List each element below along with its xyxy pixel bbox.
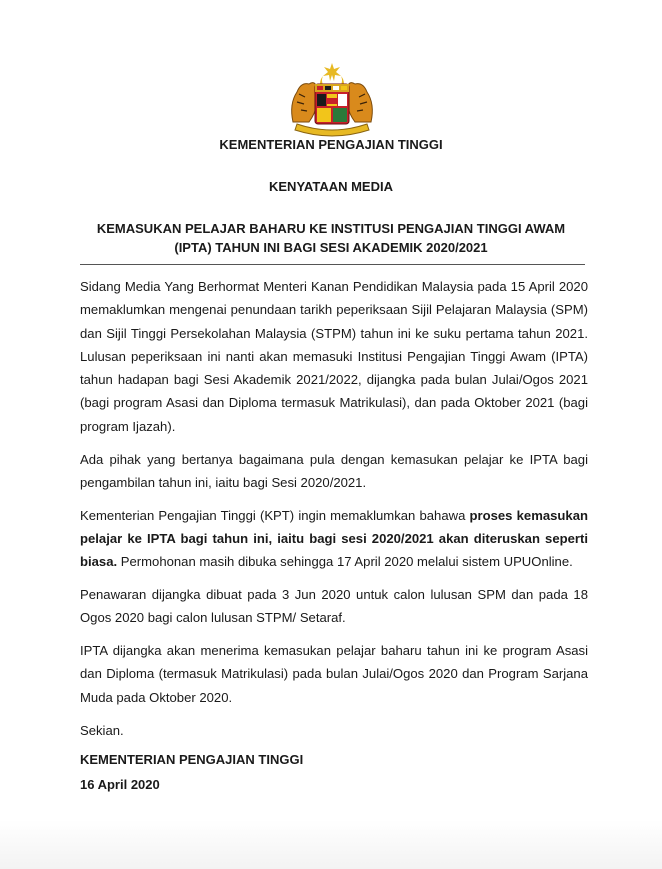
paragraph-3-lead: Kementerian Pengajian Tinggi (KPT) ingin memaklumkan bahawa bbox=[80, 507, 470, 523]
signoff-date: 16 April 2020 bbox=[80, 777, 160, 792]
paragraph-3-emphasis: proses kemasukan pelajar ke IPTA bagi tahun ini, iaitu bagi sesi 2020/2021 akan diteruskan seperti biasa. bbox=[80, 507, 588, 570]
paragraph-5: IPTA dijangka akan menerima kemasukan pelajar baharu tahun ini ke program Asasi dan Diploma (termasuk Matrikulasi) pada bulan Julai/Ogos 2020 dan Program Sarjana Muda pada Oktober 2020. bbox=[80, 643, 588, 705]
paragraph-3-tail: Permohonan masih dibuka sehingga 17 April 2020 melalui sistem UPUOnline. bbox=[117, 554, 573, 570]
paragraph-2: Ada pihak yang bertanya bagaimana pula dengan kemasukan pelajar ke IPTA bagi pengambilan tahun ini, iaitu bagi Sesi 2020/2021. bbox=[80, 451, 588, 490]
headline bbox=[0, 219, 662, 257]
paragraph-3 bbox=[80, 504, 588, 574]
header-divider bbox=[80, 264, 585, 265]
paragraph-6: Sekian. bbox=[80, 722, 124, 738]
ministry-heading: KEMENTERIAN PENGAJIAN TINGGI bbox=[219, 137, 443, 152]
page-bottom-shade bbox=[0, 820, 662, 869]
paragraph-1: Sidang Media Yang Berhormat Menteri Kanan Pendidikan Malaysia pada 15 April 2020 memaklumkan mengenai penundaan tarikh peperiksaan Sijil Pelajaran Malaysia (SPM) dan Sijil Tinggi Persekolahan Malaysia (STPM) tahun ini ke suku pertama tahun 2021. Lulusan peperiksaan ini nanti akan memasuki Institusi Pengajian Tinggi Awam (IPTA) tahun hadapan bagi Sesi Akademik 2021/2022, dijangka pada bulan Julai/Ogos 2021 (bagi program Asasi dan Diploma termasuk Matrikulasi), dan pada Oktober 2021 (bagi program Ijazah). bbox=[80, 279, 588, 434]
paragraph-4: Penawaran dijangka dibuat pada 3 Jun 2020 untuk calon lulusan SPM dan pada 18 Ogos 2020 bagi calon lulusan STPM/ Setaraf. bbox=[80, 587, 588, 626]
headline-line-2: (IPTA) TAHUN INI BAGI SESI AKADEMIK 2020/2021 bbox=[174, 240, 488, 255]
malaysia-coat-of-arms-icon bbox=[287, 62, 377, 138]
signoff-ministry: KEMENTERIAN PENGAJIAN TINGGI bbox=[80, 752, 304, 767]
statement-body bbox=[80, 275, 588, 751]
statement-type-heading: KENYATAAN MEDIA bbox=[269, 179, 393, 194]
headline-line-1: KEMASUKAN PELAJAR BAHARU KE INSTITUSI PENGAJIAN TINGGI AWAM bbox=[96, 221, 566, 236]
